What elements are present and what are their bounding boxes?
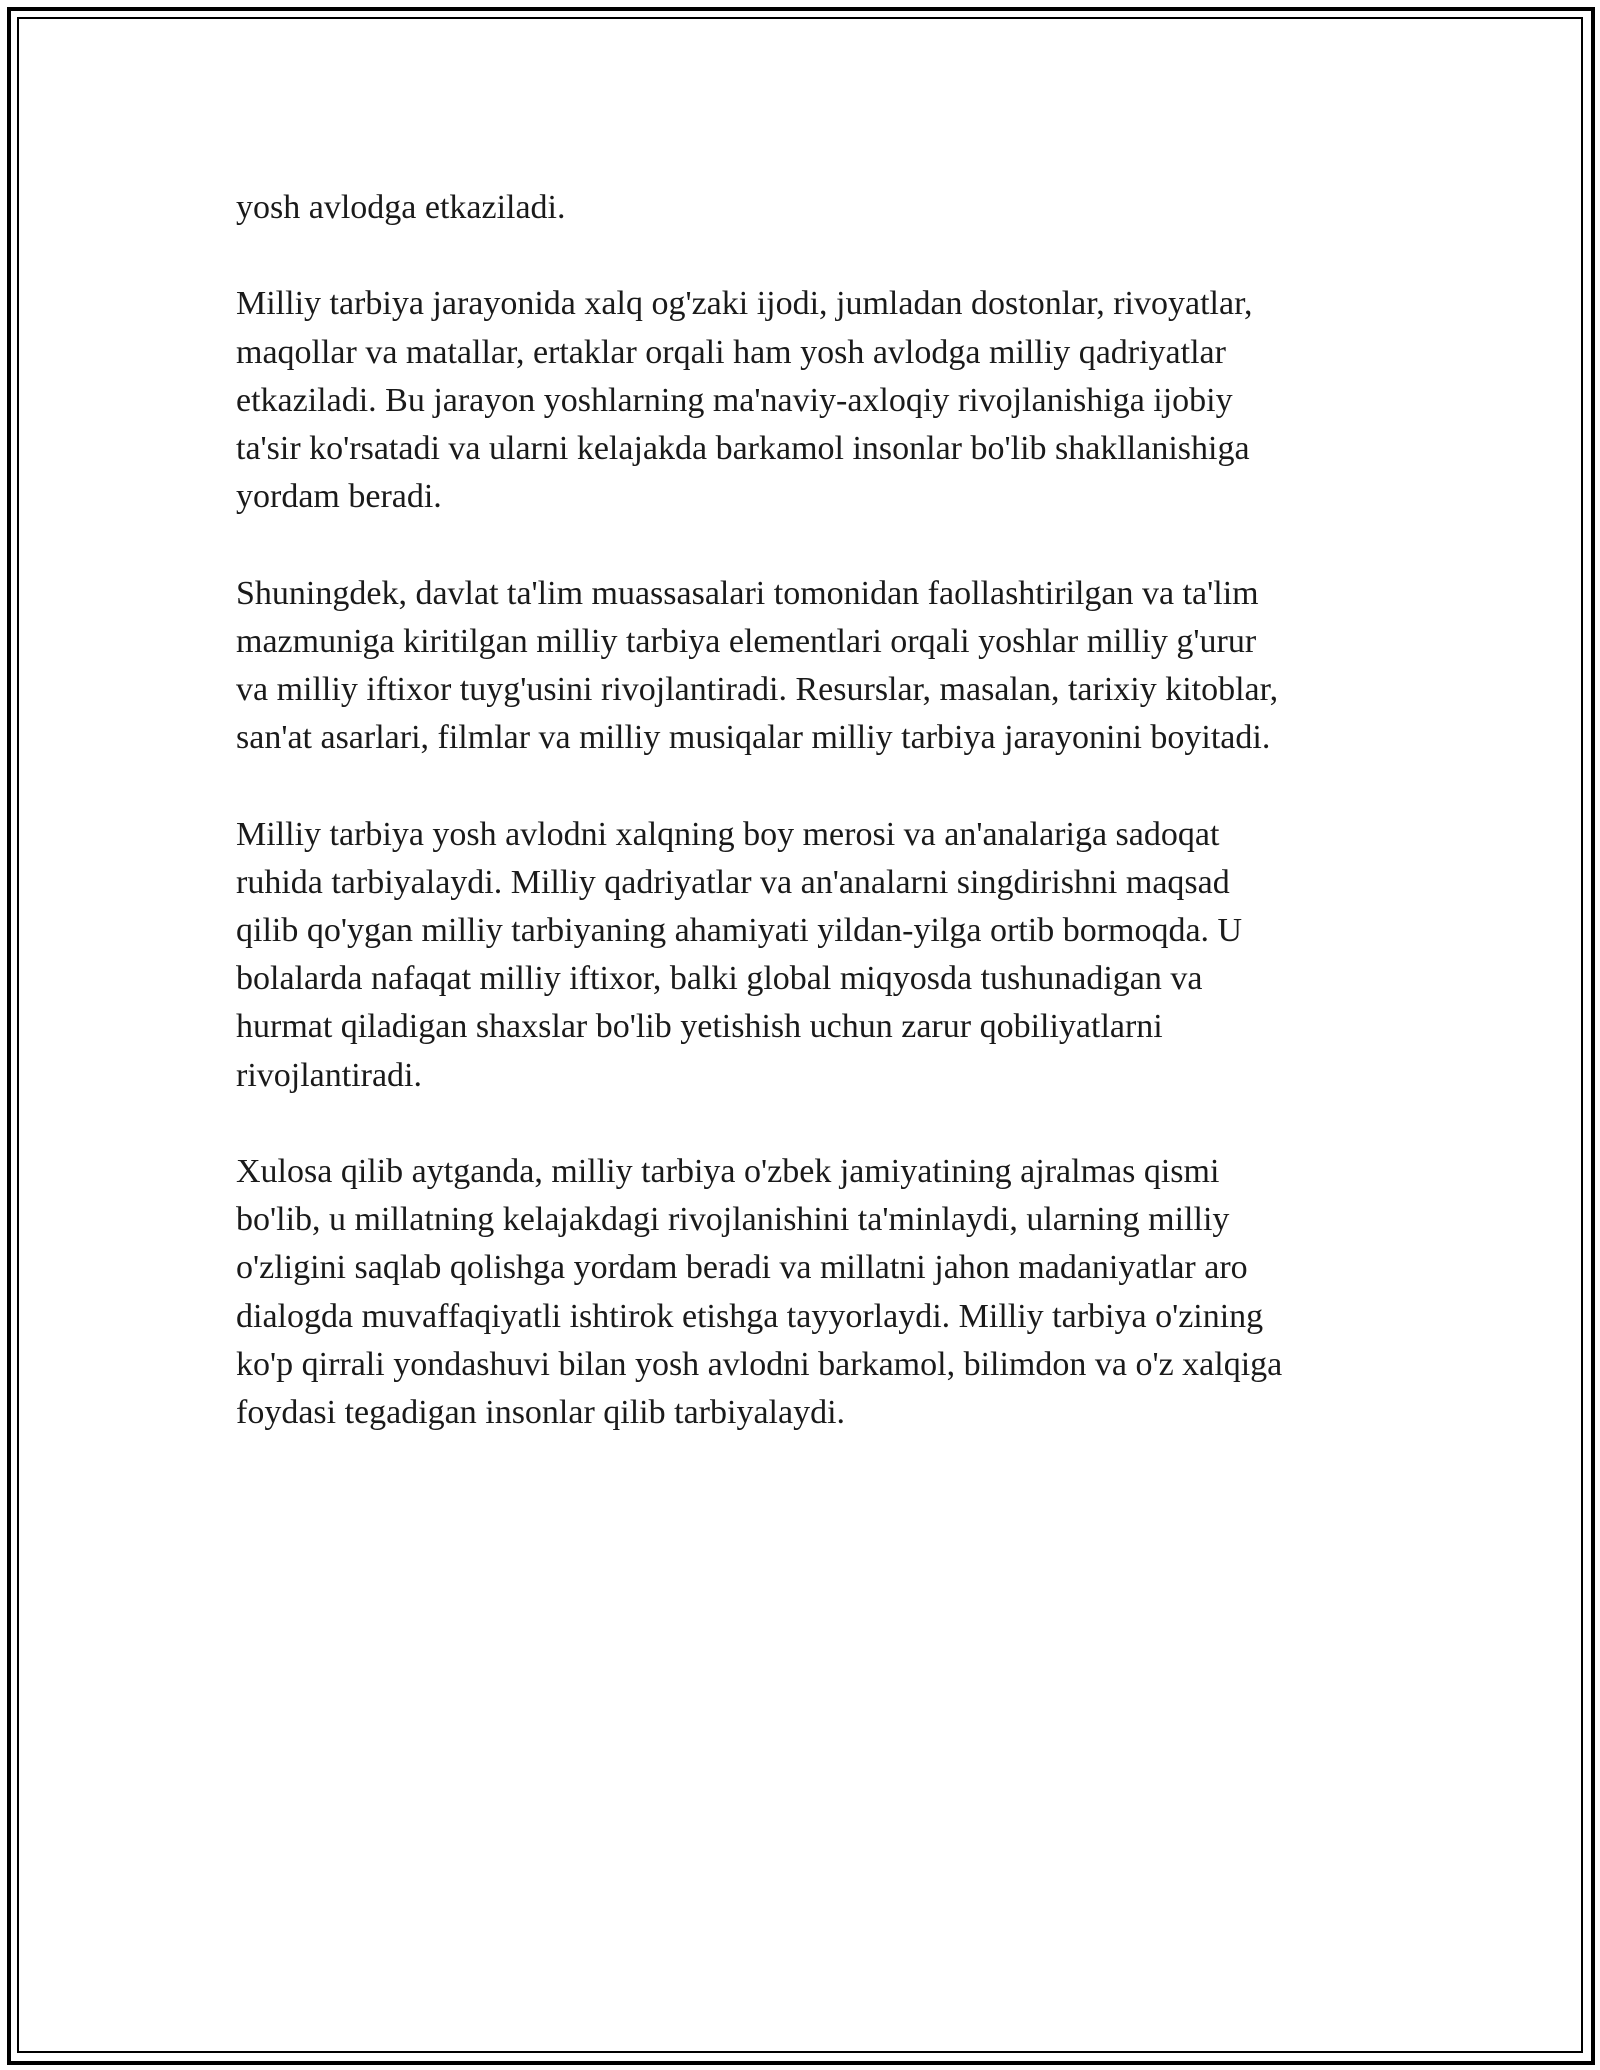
paragraph-conclusion: Xulosa qilib aytganda, milliy tarbiya o'zbek jamiyatining ajralmas qismi bo'lib, u millatning kelajakdagi rivojlanishini ta'minlaydi, ularning milliy o'zligini saqlab qolishga yordam beradi va millatni jahon madaniyatlar aro dialogda muvaffaqiyatli ishtirok etishga tayyorlaydi. Milliy tarbiya o'zining ko'p qirrali yondashuvi bilan yosh avlodni barkamol, bilimdon va o'z xalqiga foydasi tegadigan insonlar qilib tarbiyalaydi. [236,1153,1283,1432]
paragraph-heritage: Milliy tarbiya yosh avlodni xalqning boy merosi va an'analariga sadoqat ruhida tarbiyalaydi. Milliy qadriyatlar va an'analarni singdirishni maqsad qilib qo'ygan milliy tarbiyaning ahamiyati yildan-yilga ortib bormoqda. U bolalarda nafaqat milliy iftixor, balki global miqyosda tushunadigan va hurmat qiladigan shaxslar bo'lib yetishish uchun zarur qobiliyatlarni rivojlantiradi. [236,815,1243,1094]
paragraph-continuation: yosh avlodga etkaziladi. [236,189,566,226]
document-body [236,184,1376,1485]
paragraph-education-institutions: Shuningdek, davlat ta'lim muassasalari tomonidan faollashtirilgan va ta'lim mazmuniga kiritilgan milliy tarbiya elementlari orqali yoshlar milliy g'urur va milliy iftixor tuyg'usini rivojlantiradi. Resurslar, masalan, tarixiy kitoblar, san'at asarlari, filmlar va milliy musiqalar milliy tarbiya jarayonini boyitadi. [236,574,1279,757]
paragraph-oral-tradition: Milliy tarbiya jarayonida xalq og'zaki ijodi, jumladan dostonlar, rivoyatlar, maqollar va matallar, ertaklar orqali ham yosh avlodga milliy qadriyatlar etkaziladi. Bu jarayon yoshlarning ma'naviy-axloqiy rivojlanishiga ijobiy ta'sir ko'rsatadi va ularni kelajakda barkamol insonlar bo'lib shakllanishiga yordam beradi. [236,285,1253,516]
